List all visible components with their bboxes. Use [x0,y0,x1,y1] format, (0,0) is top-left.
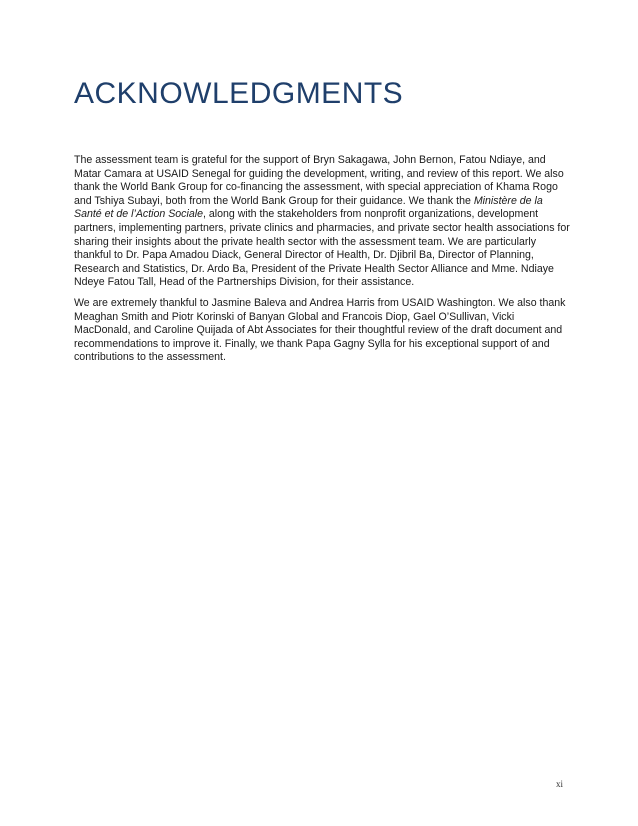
paragraph-1-text-end: , along with the stakeholders from nonprofit organizations, development partners, implementing partners, private clinics and pharmacies, and private sector health associations for sharing their insights about the private health sector with the assessment team. We are particularly thankful to Dr. Papa Amadou Diack, General Director of Health, Dr. Djibril Ba, Director of Planning, Research and Statistics, Dr. Ardo Ba, President of the Private Health Sector Alliance and Mme. Ndiaye Ndeye Fatou Tall, Head of the Partnerships Division, for their assistance. [74,208,570,289]
acknowledgment-paragraph-1 [74,154,570,290]
body-text [74,154,570,372]
page-number: xi [556,779,564,789]
acknowledgment-paragraph-2: We are extremely thankful to Jasmine Baleva and Andrea Harris from USAID Washington. We also thank Meaghan Smith and Piotr Korinski of Banyan Global and Francois Diop, Gael O’Sullivan, Vicki MacDonald, and Caroline Quijada of Abt Associates for their thoughtful review of the draft document and recommendations to improve it. Finally, we thank Papa Gagny Sylla for his exceptional support of and contributions to the assessment. [74,296,566,364]
page-title: ACKNOWLEDGMENTS [74,77,404,110]
ministry-name: Ministère de la Santé et de l’Action Sociale [74,194,543,221]
paragraph-1-text-start: The assessment team is grateful for the support of Bryn Sakagawa, John Bernon, Fatou Ndiaye, and Matar Camara at USAID Senegal for guiding the development, writing, and review of this report. We also thank the World Bank Group for co-financing the assessment, with special appreciation of Khama Rogo and Tshiya Subayi, both from the World Bank Group for their guidance. We thank the [74,154,564,207]
